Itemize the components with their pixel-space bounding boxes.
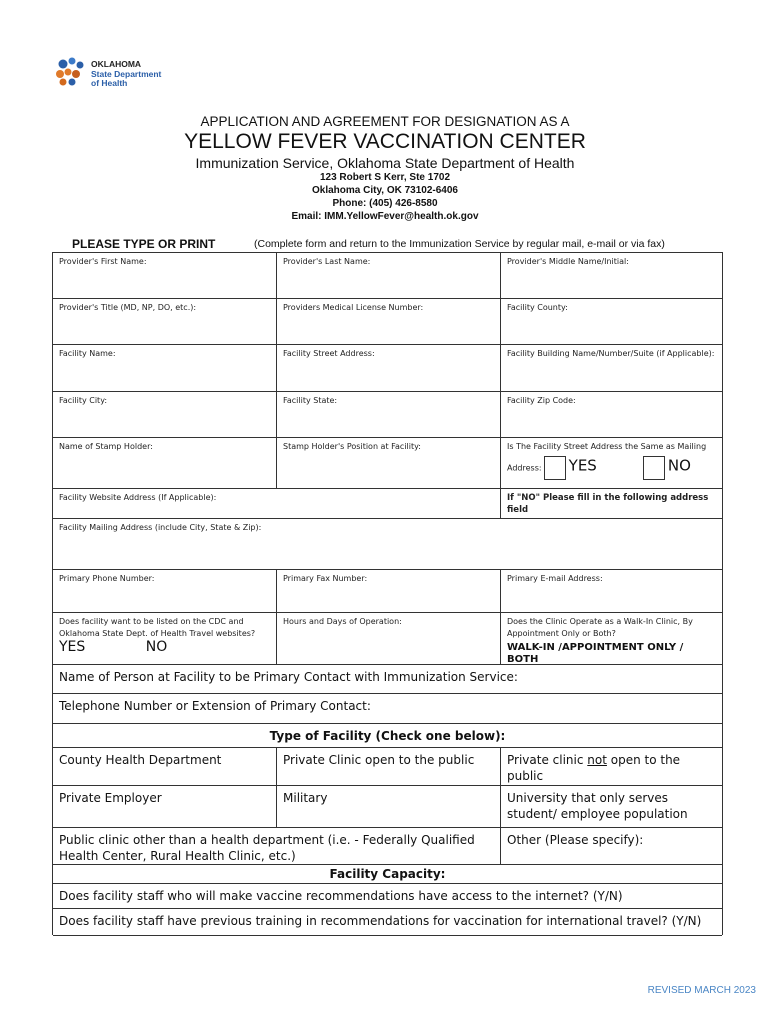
- travel-listing-cell: [53, 613, 276, 664]
- first-name-field[interactable]: [53, 253, 276, 298]
- internet-access-question[interactable]: Does facility staff who will make vaccine recommendations have access to the internet? (Y/N): [59, 889, 623, 903]
- facility-zip-field[interactable]: [500, 392, 722, 437]
- address-line-2: Oklahoma City, OK 73102-6406: [312, 185, 458, 196]
- hours-label: Hours and Days of Operation:: [283, 617, 402, 626]
- option-county-health[interactable]: County Health Department: [59, 753, 222, 767]
- form-row: [53, 438, 722, 489]
- option-military[interactable]: Military: [276, 786, 500, 827]
- instructions-note: (Complete form and return to the Immunization Service by regular mail, e-mail or via fax): [254, 238, 665, 250]
- primary-email-label: Primary E-mail Address:: [507, 574, 603, 583]
- form-row: [53, 828, 722, 865]
- listing-yes-option[interactable]: YES: [59, 639, 86, 655]
- facility-zip-label: Facility Zip Code:: [507, 396, 576, 405]
- provider-title-field[interactable]: [53, 299, 276, 344]
- middle-name-field[interactable]: [500, 253, 722, 298]
- application-form: [52, 252, 723, 935]
- provider-title-label: Provider's Title (MD, NP, DO, etc.):: [59, 303, 197, 312]
- stamp-position-field[interactable]: [276, 438, 500, 488]
- form-row: [53, 299, 722, 345]
- street-address-label: Facility Street Address:: [283, 349, 375, 358]
- mailing-address-label: Facility Mailing Address (include City, State & Zip):: [59, 523, 262, 532]
- form-row: [53, 570, 722, 613]
- license-number-field[interactable]: [276, 299, 500, 344]
- facility-name-label: Facility Name:: [59, 349, 116, 358]
- website-label: Facility Website Address (If Applicable):: [59, 493, 217, 502]
- primary-fax-label: Primary Fax Number:: [283, 574, 368, 583]
- walk-in-cell: [500, 613, 722, 664]
- form-row: [53, 724, 722, 748]
- facility-capacity-heading: Facility Capacity:: [329, 867, 446, 881]
- private-not-suffix: open to the public: [507, 753, 681, 783]
- revised-date: REVISED MARCH 2023: [647, 985, 756, 996]
- travel-listing-question: Does facility want to be listed on the CDC and Oklahoma State Dept. of Health Travel websites?: [59, 617, 256, 638]
- form-row: [53, 613, 722, 665]
- form-row: [53, 884, 722, 909]
- address-line-1: 123 Robert S Kerr, Ste 1702: [319, 172, 451, 183]
- stamp-position-label: Stamp Holder's Position at Facility:: [283, 442, 421, 451]
- contact-phone-field[interactable]: [53, 694, 722, 723]
- option-private-open[interactable]: Private Clinic open to the public: [276, 748, 500, 785]
- website-field[interactable]: [53, 489, 500, 518]
- last-name-label: Provider's Last Name:: [283, 257, 371, 266]
- hours-field[interactable]: [276, 613, 500, 664]
- primary-email-field[interactable]: [500, 570, 722, 612]
- form-row: [53, 865, 722, 884]
- same-address-cell: [500, 438, 722, 488]
- form-title: YELLOW FEVER VACCINATION CENTER: [184, 130, 586, 153]
- stamp-holder-label: Name of Stamp Holder:: [59, 442, 153, 451]
- no-label: NO: [667, 456, 691, 475]
- listing-no-option[interactable]: NO: [145, 639, 168, 655]
- middle-name-label: Provider's Middle Name/Initial:: [507, 257, 629, 266]
- first-name-label: Provider's First Name:: [59, 257, 147, 266]
- contact-phone-label: Telephone Number or Extension of Primary Contact:: [59, 699, 371, 713]
- address-label: Address:: [507, 463, 542, 473]
- primary-phone-label: Primary Phone Number:: [59, 574, 155, 583]
- osdh-logo: [54, 55, 184, 91]
- form-row: [53, 345, 722, 392]
- primary-contact-label: Name of Person at Facility to be Primary Contact with Immunization Service:: [59, 670, 518, 684]
- walk-in-question: Does the Clinic Operate as a Walk-In Clinic, By Appointment Only or Both?: [507, 617, 693, 638]
- facility-state-field[interactable]: [276, 392, 500, 437]
- facility-name-field[interactable]: [53, 345, 276, 391]
- facility-state-label: Facility State:: [283, 396, 338, 405]
- logo-line-3: of Health: [91, 78, 128, 88]
- phone-line: Phone: (405) 426-8580: [332, 198, 438, 209]
- last-name-field[interactable]: [276, 253, 500, 298]
- walk-in-options[interactable]: WALK-IN /APPOINTMENT ONLY / BOTH: [507, 642, 684, 665]
- form-row: [53, 748, 722, 786]
- street-address-field[interactable]: [276, 345, 500, 391]
- mailing-address-field[interactable]: [53, 519, 722, 569]
- building-suite-field[interactable]: [500, 345, 722, 391]
- logo-line-1: OKLAHOMA: [91, 59, 142, 69]
- form-row: [53, 519, 722, 570]
- form-pretitle: APPLICATION AND AGREEMENT FOR DESIGNATION AS A: [200, 114, 570, 129]
- type-or-print-label: PLEASE TYPE OR PRINT: [72, 237, 216, 251]
- primary-phone-field[interactable]: [53, 570, 276, 612]
- facility-city-label: Facility City:: [59, 396, 108, 405]
- osdh-emblem-icon: [54, 55, 88, 89]
- form-row: [53, 909, 722, 936]
- primary-fax-field[interactable]: [276, 570, 500, 612]
- no-checkbox[interactable]: [643, 456, 665, 480]
- travel-training-question[interactable]: Does facility staff have previous training in recommendations for vaccination for international travel? (Y/N): [59, 914, 702, 928]
- facility-county-label: Facility County:: [507, 303, 568, 312]
- primary-contact-field[interactable]: [53, 665, 722, 693]
- logo-wordmark: [91, 60, 161, 89]
- facility-type-heading: Type of Facility (Check one below):: [269, 729, 506, 743]
- form-row: [53, 786, 722, 828]
- form-row: [53, 489, 722, 519]
- option-university[interactable]: University that only serves student/ employee population: [500, 786, 722, 827]
- stamp-holder-field[interactable]: [53, 438, 276, 488]
- option-public-clinic[interactable]: Public clinic other than a health department (i.e. - Federally Qualified Health Center, Rural Health Clinic, etc.): [59, 833, 475, 863]
- form-subtitle: Immunization Service, Oklahoma State Department of Health: [195, 155, 575, 171]
- option-private-employer[interactable]: Private Employer: [59, 791, 162, 805]
- option-other[interactable]: Other (Please specify):: [500, 828, 722, 864]
- email-line: Email: IMM.YellowFever@health.ok.gov: [291, 211, 479, 222]
- yes-label: YES: [568, 456, 597, 475]
- facility-city-field[interactable]: [53, 392, 276, 437]
- form-row: [53, 665, 722, 694]
- facility-county-field[interactable]: [500, 299, 722, 344]
- private-not-word: not: [587, 753, 607, 767]
- form-row: [53, 253, 722, 299]
- same-address-question: Is The Facility Street Address the Same as Mailing: [507, 442, 707, 451]
- option-private-not-open[interactable]: [500, 748, 722, 785]
- if-no-note: If "NO" Please fill in the following address field: [500, 489, 722, 518]
- building-suite-label: Facility Building Name/Number/Suite (if Applicable):: [507, 349, 715, 358]
- form-row: [53, 392, 722, 438]
- yes-checkbox[interactable]: [544, 456, 566, 480]
- license-number-label: Providers Medical License Number:: [283, 303, 424, 312]
- private-not-prefix: Private clinic: [507, 753, 588, 767]
- logo-line-2: State Department: [91, 68, 162, 79]
- form-row: [53, 694, 722, 724]
